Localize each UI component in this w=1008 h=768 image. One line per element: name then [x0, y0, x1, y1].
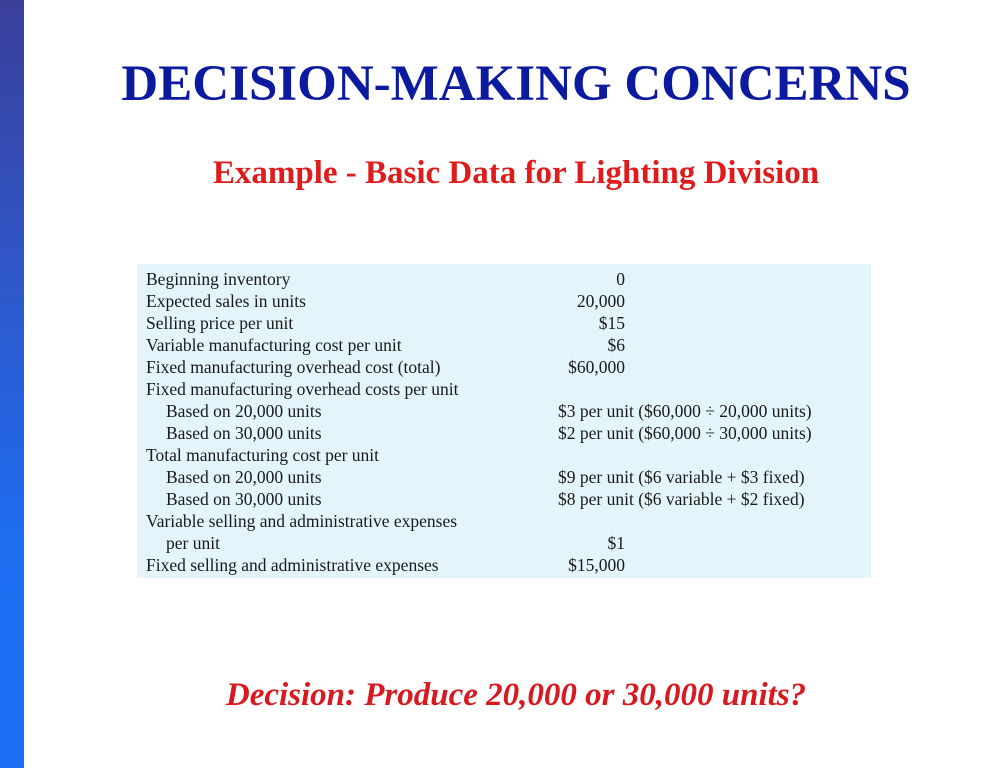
row-label: Variable manufacturing cost per unit	[146, 335, 402, 355]
row-label: Expected sales in units	[146, 291, 306, 311]
table-row	[137, 554, 871, 576]
row-value: $9 per unit ($6 variable + $3 fixed)	[558, 467, 805, 487]
basic-data-table	[137, 264, 871, 578]
row-value: 20,000	[576, 291, 625, 311]
left-accent-bar	[0, 0, 24, 768]
slide-title: DECISION-MAKING CONCERNS	[121, 56, 911, 112]
row-label: Fixed manufacturing overhead costs per unit	[146, 379, 459, 399]
table-row	[137, 466, 871, 488]
row-label: per unit	[166, 533, 220, 553]
table-row	[137, 400, 871, 422]
row-label: Based on 30,000 units	[166, 489, 322, 509]
table-row	[137, 532, 871, 554]
row-value: $3 per unit ($60,000 ÷ 20,000 units)	[558, 401, 812, 421]
row-value: $8 per unit ($6 variable + $2 fixed)	[558, 489, 805, 509]
table-row	[137, 488, 871, 510]
row-value: $6	[607, 335, 625, 355]
row-label: Based on 20,000 units	[166, 401, 322, 421]
row-label: Total manufacturing cost per unit	[146, 445, 380, 465]
table-row	[137, 510, 871, 532]
table-row	[137, 378, 871, 400]
table-row	[137, 356, 871, 378]
table-row	[137, 290, 871, 312]
row-label: Fixed manufacturing overhead cost (total)	[146, 357, 441, 377]
row-value: $2 per unit ($60,000 ÷ 30,000 units)	[558, 423, 812, 443]
row-label: Fixed selling and administrative expenses	[146, 555, 439, 575]
table-row	[137, 312, 871, 334]
row-value: 0	[616, 269, 625, 289]
row-value: $1	[607, 533, 625, 553]
row-value: $60,000	[568, 357, 625, 377]
row-label: Based on 30,000 units	[166, 423, 322, 443]
row-label: Variable selling and administrative expenses	[146, 511, 458, 531]
table-row	[137, 334, 871, 356]
row-value: $15,000	[568, 555, 625, 575]
row-label: Selling price per unit	[146, 313, 294, 333]
table-row	[137, 268, 871, 290]
row-label: Based on 20,000 units	[166, 467, 322, 487]
table-row	[137, 422, 871, 444]
row-label: Beginning inventory	[146, 269, 291, 289]
table-row	[137, 444, 871, 466]
slide-subtitle: Example - Basic Data for Lighting Division	[212, 155, 820, 191]
decision-question: Decision: Produce 20,000 or 30,000 units?	[225, 677, 807, 713]
row-value: $15	[598, 313, 625, 333]
